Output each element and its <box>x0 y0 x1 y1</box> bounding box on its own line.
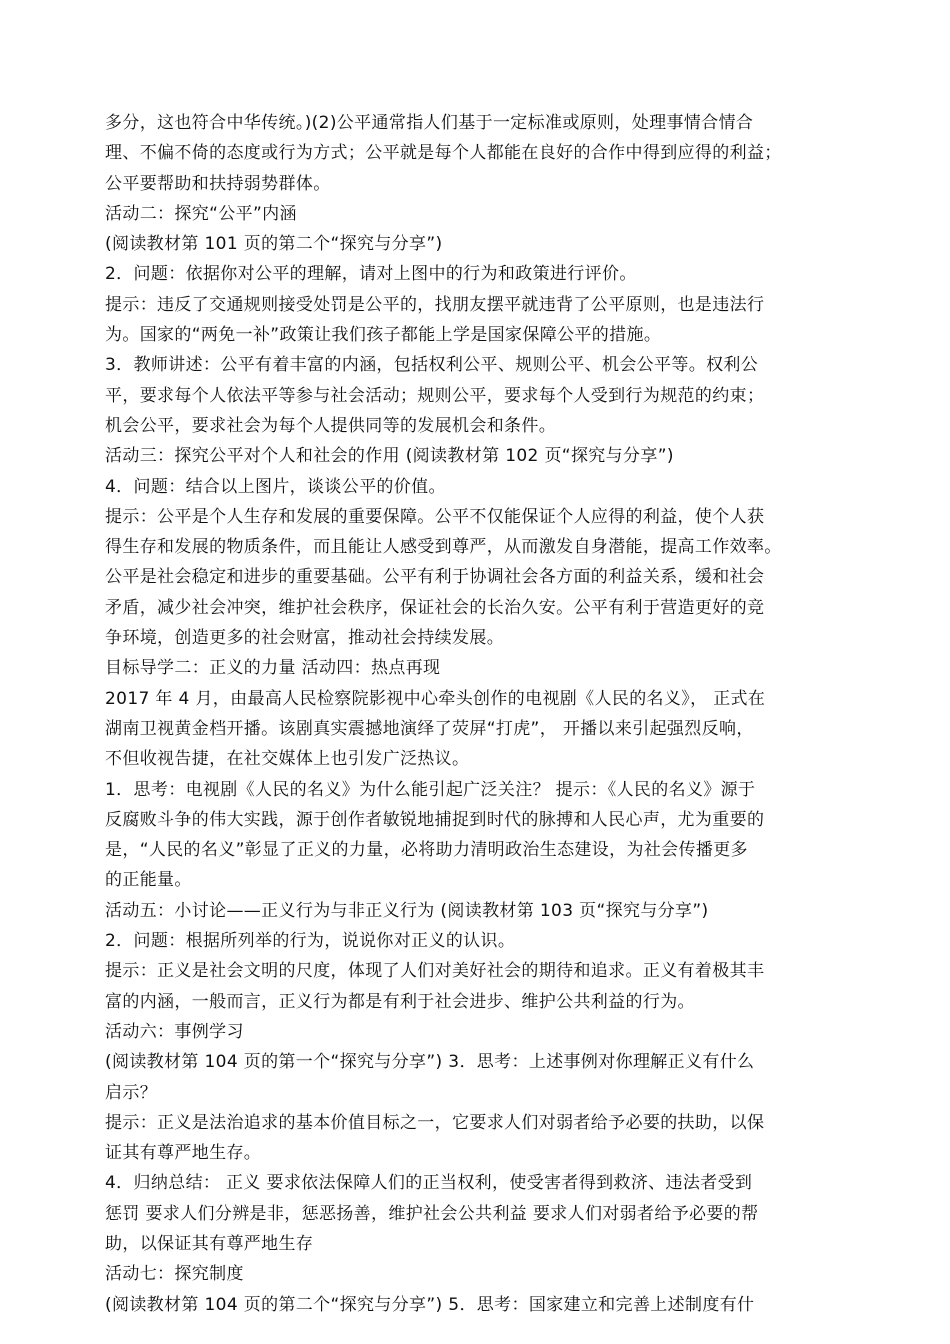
section-heading: 目标导学二：正义的力量 活动四：热点再现 <box>105 658 441 679</box>
text-line: (阅读教材第 104 页的第二个“探究与分享”) 5．思考：国家建立和完善上述制度有什 <box>105 1294 755 1315</box>
document-body <box>105 108 851 1320</box>
section-heading: 活动七：探究制度 <box>105 1264 244 1285</box>
text-line: 提示：正义是法治追求的基本价值目标之一，它要求人们对弱者给予必要的扶助，以保 <box>105 1112 765 1133</box>
text-line: 证其有尊严地生存。 <box>105 1143 262 1164</box>
text-line: 启示？ <box>105 1082 158 1103</box>
text-line: 4．问题：结合以上图片，谈谈公平的价值。 <box>105 476 446 497</box>
text-line: 提示：违反了交通规则接受处罚是公平的，找朋友摆平就违背了公平原则，也是违法行 <box>105 294 765 315</box>
text-line: (阅读教材第 101 页的第二个“探究与分享”) <box>105 234 443 255</box>
text-line: 的正能量。 <box>105 870 192 891</box>
text-line: 2．问题：依据你对公平的理解，请对上图中的行为和政策进行评价。 <box>105 264 637 285</box>
text-line: 湖南卫视黄金档开播。该剧真实震撼地演绎了荧屏“打虎”， 开播以来引起强烈反响， <box>105 718 754 739</box>
text-line: 理、不偏不倚的态度或行为方式；公平就是每个人都能在良好的合作中得到应得的利益； <box>105 143 782 164</box>
text-line: 4．归纳总结： 正义 要求依法保障人们的正当权利，使受害者得到救济、违法者受到 <box>105 1173 753 1194</box>
text-line: 机会公平，要求社会为每个人提供同等的发展机会和条件。 <box>105 415 557 436</box>
text-line: 3．教师讲述：公平有着丰富的内涵，包括权利公平、规则公平、机会公平等。权利公 <box>105 355 759 376</box>
text-line: 1．思考：电视剧《人民的名义》为什么能引起广泛关注？ 提示：《人民的名义》源于 <box>105 779 756 800</box>
text-line: 惩罚 要求人们分辨是非，惩恶扬善，维护社会公共利益 要求人们对弱者给予必要的帮 <box>105 1203 759 1224</box>
text-line: 助，以保证其有尊严地生存 <box>105 1233 314 1254</box>
text-line: 为。国家的“两免一补”政策让我们孩子都能上学是国家保障公平的措施。 <box>105 325 662 346</box>
text-line: 得生存和发展的物质条件，而且能让人感受到尊严，从而激发自身潜能，提高工作效率。 <box>105 537 782 558</box>
text-line: 多分，这也符合中华传统。)(2)公平通常指人们基于一定标准或原则，处理事情合情合 <box>105 113 754 133</box>
section-heading: 活动六：事例学习 <box>105 1021 244 1042</box>
text-line: 2．问题：根据所列举的行为，说说你对正义的认识。 <box>105 931 516 952</box>
text-line: 平，要求每个人依法平等参与社会活动；规则公平，要求每个人受到行为规范的约束； <box>105 385 765 406</box>
text-line: 提示：正义是社会文明的尺度，体现了人们对美好社会的期待和追求。正义有着极其丰 <box>105 961 765 982</box>
text-line: 矛盾，减少社会冲突，维护社会秩序，保证社会的长治久安。公平有利于营造更好的竞 <box>105 597 765 618</box>
text-line: 公平是社会稳定和进步的重要基础。公平有利于协调社会各方面的利益关系，缓和社会 <box>105 567 765 588</box>
text-line: 反腐败斗争的伟大实践，源于创作者敏锐地捕捉到时代的脉搏和人民心声，尤为重要的 <box>105 809 765 830</box>
text-line: 争环境，创造更多的社会财富，推动社会持续发展。 <box>105 628 505 649</box>
text-line: 2017 年 4 月，由最高人民检察院影视中心牵头创作的电视剧《人民的名义》， 正式在 <box>105 688 766 709</box>
section-heading: 活动二：探究“公平”内涵 <box>105 203 297 224</box>
text-line: 不但收视告捷，在社交媒体上也引发广泛热议。 <box>105 749 470 770</box>
text-line: 提示：公平是个人生存和发展的重要保障。公平不仅能保证个人应得的利益，使个人获 <box>105 506 765 527</box>
text-line: 富的内涵，一般而言，正义行为都是有利于社会进步、维护公共利益的行为。 <box>105 991 695 1012</box>
section-heading: 活动五：小讨论——正义行为与非正义行为 (阅读教材第 103 页“探究与分享”) <box>105 900 709 921</box>
text-line: (阅读教材第 104 页的第一个“探究与分享”) 3．思考：上述事例对你理解正义有什么 <box>105 1052 755 1073</box>
section-heading: 活动三：探究公平对个人和社会的作用 (阅读教材第 102 页“探究与分享”) <box>105 446 674 467</box>
text-line: 是，“人民的名义”彰显了正义的力量，必将助力清明政治生态建设，为社会传播更多 <box>105 840 748 861</box>
text-line: 公平要帮助和扶持弱势群体。 <box>105 173 331 194</box>
